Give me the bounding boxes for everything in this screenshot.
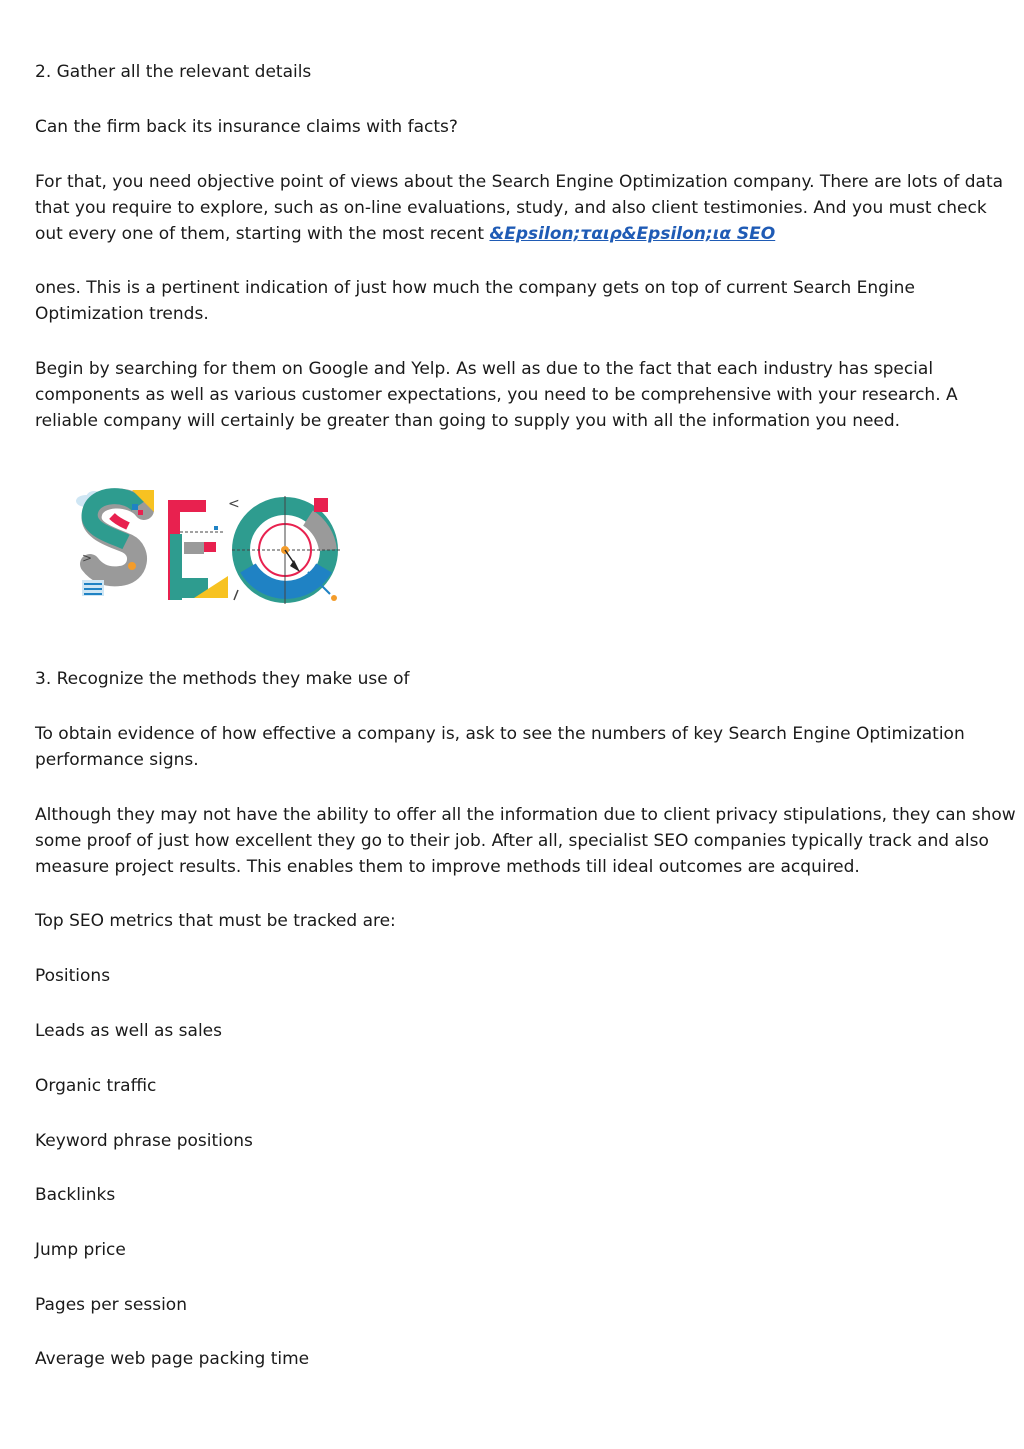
paragraph-line: ones. This is a pertinent indication of just how much the company gets on top of current Search Engine <box>35 278 915 298</box>
svg-text:<: < <box>228 496 240 512</box>
metric-item: Leads as well as sales <box>35 1021 222 1041</box>
paragraph: Top SEO metrics that must be tracked are: <box>35 911 396 931</box>
paragraph-line: To obtain evidence of how effective a company is, ask to see the numbers of key Search Engine Optimization <box>35 724 965 744</box>
metric-item: Organic traffic <box>35 1076 157 1096</box>
letter-s <box>82 490 154 596</box>
metric-item: Average web page packing time <box>35 1349 310 1369</box>
paragraph-line: reliable company will certainly be greater than going to supply you with all the information you need. <box>35 411 901 431</box>
paragraph-line: Optimization trends. <box>35 304 209 324</box>
paragraph-text: out every one of them, starting with the most recent <box>35 224 490 244</box>
paragraph-line: performance signs. <box>35 750 199 770</box>
metric-item: Jump price <box>35 1240 126 1260</box>
letter-o <box>232 496 340 604</box>
seo-link[interactable]: &Epsilon;ταιρ&Epsilon;ια SEO <box>489 224 776 244</box>
letter-e <box>168 496 240 600</box>
paragraph-line: some proof of just how excellent they go to their job. After all, specialist SEO companies typically track and also <box>35 831 989 851</box>
metric-item: Backlinks <box>35 1185 116 1205</box>
paragraph-line: For that, you need objective point of views about the Search Engine Optimization company. There are lots of data <box>35 172 1004 192</box>
paragraph-line: that you require to explore, such as on-line evaluations, study, and also client testimonies. And you must check <box>35 198 987 218</box>
paragraph-line <box>35 221 995 247</box>
metric-item: Positions <box>35 966 111 986</box>
paragraph-line: measure project results. This enables them to improve methods till ideal outcomes are acquired. <box>35 857 860 877</box>
paragraph: Can the firm back its insurance claims with facts? <box>35 117 458 137</box>
section-heading: 2. Gather all the relevant details <box>35 62 312 82</box>
metric-item: Keyword phrase positions <box>35 1131 253 1151</box>
metric-item: Pages per session <box>35 1295 187 1315</box>
paragraph-line: Begin by searching for them on Google and Yelp. As well as due to the fact that each industry has special <box>35 359 934 379</box>
seo-illustration-icon <box>72 488 344 606</box>
paragraph-line: components as well as various customer expectations, you need to be comprehensive with your research. A <box>35 385 958 405</box>
paragraph-line: Although they may not have the ability to offer all the information due to client privacy stipulations, they can show <box>35 805 1016 825</box>
svg-text:>: > <box>82 551 93 565</box>
section-heading: 3. Recognize the methods they make use of <box>35 669 410 689</box>
